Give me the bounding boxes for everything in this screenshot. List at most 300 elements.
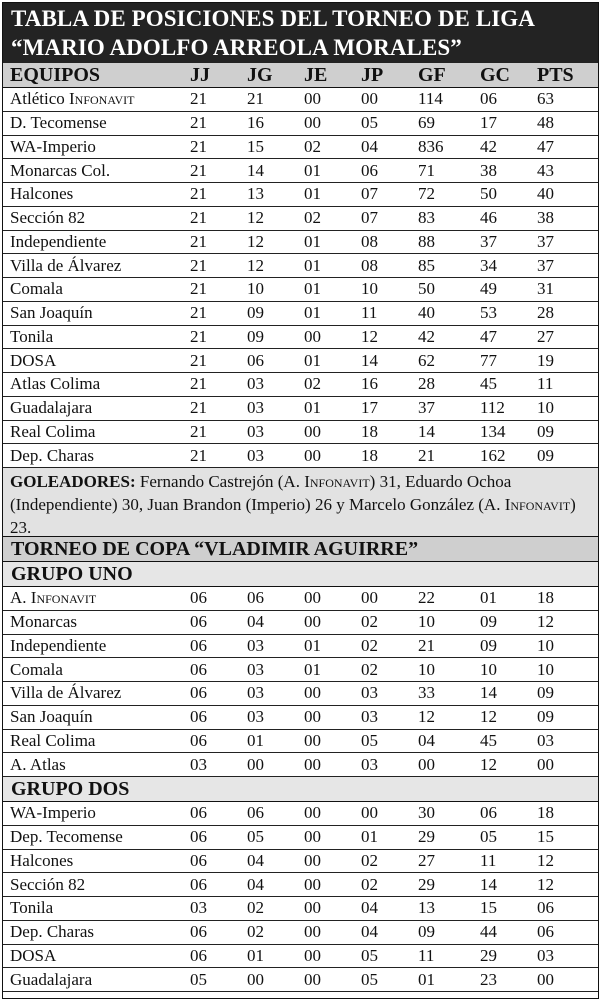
table-row [3, 88, 598, 112]
stat-cell: 43 [537, 160, 554, 180]
stat-cell: 00 [304, 922, 321, 942]
stat-cell: 37 [480, 231, 497, 251]
stat-cell: 06 [190, 827, 207, 847]
goleadores-note [3, 468, 598, 537]
stat-cell: 11 [418, 945, 435, 965]
team-name: WA-Imperio [10, 136, 96, 156]
table-row [3, 254, 598, 278]
stat-cell: 00 [361, 588, 378, 608]
stat-cell: 08 [361, 255, 378, 275]
stat-cell: 10 [247, 279, 264, 299]
stat-cell: 03 [537, 945, 554, 965]
stat-cell: 62 [418, 350, 435, 370]
team-name: San Joaquín [10, 707, 93, 727]
header-gc: GC [480, 63, 510, 86]
stat-cell: 21 [190, 326, 207, 346]
stat-cell: 00 [304, 969, 321, 989]
header-gf: GF [418, 63, 446, 86]
stat-cell: 40 [537, 184, 554, 204]
stat-cell: 01 [304, 303, 321, 323]
stat-cell: 00 [304, 754, 321, 774]
stat-cell: 04 [361, 136, 378, 156]
stat-cell: 11 [361, 303, 378, 323]
stat-cell: 00 [304, 827, 321, 847]
stat-cell: 53 [480, 303, 497, 323]
stat-cell: 12 [480, 754, 497, 774]
stat-cell: 00 [304, 421, 321, 441]
stat-cell: 00 [247, 754, 264, 774]
stat-cell: 11 [537, 374, 554, 394]
table-row [3, 635, 598, 659]
stat-cell: 21 [190, 445, 207, 465]
stat-cell: 21 [190, 231, 207, 251]
stat-cell: 10 [537, 635, 554, 655]
stat-cell: 14 [480, 683, 497, 703]
table-row [3, 730, 598, 754]
table-row [3, 826, 598, 850]
stat-cell: 01 [304, 184, 321, 204]
table-row [3, 658, 598, 682]
stat-cell: 63 [537, 89, 554, 109]
stat-cell: 09 [537, 707, 554, 727]
stat-cell: 14 [247, 160, 264, 180]
team-name: Tonila [10, 898, 54, 918]
stat-cell: 10 [480, 659, 497, 679]
stat-cell: 02 [361, 659, 378, 679]
stat-cell: 09 [247, 326, 264, 346]
stat-cell: 07 [361, 208, 378, 228]
goleadores-label: GOLEADORES: [10, 472, 136, 491]
stat-cell: 45 [480, 730, 497, 750]
table-row [3, 373, 598, 397]
table-row [3, 587, 598, 611]
stat-cell: 03 [247, 445, 264, 465]
stat-cell: 16 [247, 113, 264, 133]
stat-cell: 05 [480, 827, 497, 847]
stat-cell: 06 [537, 922, 554, 942]
table-row [3, 207, 598, 231]
stat-cell: 03 [361, 683, 378, 703]
header-jj: JJ [190, 63, 210, 86]
table-row [3, 231, 598, 255]
stat-cell: 48 [537, 113, 554, 133]
team-name: Sección 82 [10, 208, 86, 228]
table-row [3, 802, 598, 826]
stat-cell: 00 [304, 707, 321, 727]
stat-cell: 03 [247, 374, 264, 394]
stat-cell: 00 [304, 89, 321, 109]
stat-cell: 09 [418, 922, 435, 942]
stat-cell: 01 [304, 398, 321, 418]
stat-cell: 00 [304, 683, 321, 703]
stat-cell: 00 [361, 89, 378, 109]
stat-cell: 13 [418, 898, 435, 918]
stat-cell: 02 [361, 612, 378, 632]
header-pts: PTS [537, 63, 574, 86]
stat-cell: 21 [418, 445, 435, 465]
stat-cell: 04 [418, 730, 435, 750]
stat-cell: 33 [418, 683, 435, 703]
stat-cell: 02 [304, 374, 321, 394]
stat-cell: 162 [480, 445, 506, 465]
stat-cell: 13 [247, 184, 264, 204]
stat-cell: 37 [418, 398, 435, 418]
stat-cell: 21 [190, 136, 207, 156]
stat-cell: 03 [247, 421, 264, 441]
stat-cell: 29 [418, 874, 435, 894]
liga-rows [3, 88, 598, 468]
table-row [3, 349, 598, 373]
stat-cell: 03 [247, 683, 264, 703]
stat-cell: 12 [537, 874, 554, 894]
stat-cell: 05 [247, 827, 264, 847]
team-name: Monarcas Col. [10, 160, 111, 180]
stat-cell: 06 [190, 612, 207, 632]
stat-cell: 77 [480, 350, 497, 370]
stat-cell: 00 [304, 588, 321, 608]
stat-cell: 00 [537, 969, 554, 989]
stat-cell: 06 [190, 730, 207, 750]
team-name: Halcones [10, 184, 74, 204]
team-name: San Joaquín [10, 303, 93, 323]
stat-cell: 29 [418, 827, 435, 847]
team-name: Real Colima [10, 421, 96, 441]
stat-cell: 45 [480, 374, 497, 394]
stat-cell: 06 [190, 588, 207, 608]
table-row [3, 421, 598, 445]
stat-cell: 72 [418, 184, 435, 204]
team-name: Tonila [10, 326, 54, 346]
stat-cell: 14 [418, 421, 435, 441]
team-name: Sección 82 [10, 874, 86, 894]
team-name: DOSA [10, 945, 57, 965]
stat-cell: 10 [537, 659, 554, 679]
stat-cell: 05 [361, 730, 378, 750]
stat-cell: 04 [247, 850, 264, 870]
stat-cell: 12 [247, 255, 264, 275]
stat-cell: 21 [190, 350, 207, 370]
team-name: A. Atlas [10, 754, 66, 774]
team-name: D. Tecomense [10, 113, 107, 133]
stat-cell: 06 [480, 89, 497, 109]
stat-cell: 18 [537, 803, 554, 823]
stat-cell: 88 [418, 231, 435, 251]
stat-cell: 01 [304, 635, 321, 655]
team-name: DOSA [10, 350, 57, 370]
stat-cell: 00 [304, 612, 321, 632]
stat-cell: 28 [537, 303, 554, 323]
stat-cell: 15 [480, 898, 497, 918]
stat-cell: 03 [247, 707, 264, 727]
table-row [3, 921, 598, 945]
stat-cell: 12 [361, 326, 378, 346]
team-name: Guadalajara [10, 969, 93, 989]
stat-cell: 69 [418, 113, 435, 133]
stat-cell: 85 [418, 255, 435, 275]
stat-cell: 17 [361, 398, 378, 418]
stat-cell: 37 [537, 255, 554, 275]
goleadores-text: Fernando Castrejón (A. Infonavit) 31, Eduardo Ochoa (Independiente) 30, Juan Brandon (Imperio) 26 y Marcelo González (A. Infonavit) 23. [10, 472, 576, 537]
stat-cell: 18 [361, 445, 378, 465]
stat-cell: 04 [247, 612, 264, 632]
stat-cell: 04 [361, 922, 378, 942]
stat-cell: 21 [190, 398, 207, 418]
stat-cell: 16 [361, 374, 378, 394]
stat-cell: 02 [361, 874, 378, 894]
stat-cell: 00 [304, 874, 321, 894]
stat-cell: 21 [190, 160, 207, 180]
stat-cell: 21 [418, 635, 435, 655]
table-row [3, 397, 598, 421]
team-name: Comala [10, 279, 63, 299]
stat-cell: 00 [304, 803, 321, 823]
stat-cell: 02 [247, 898, 264, 918]
stat-cell: 44 [480, 922, 497, 942]
team-name: Atlético Infonavit [10, 89, 135, 109]
stat-cell: 10 [418, 612, 435, 632]
header-jp: JP [361, 63, 384, 86]
stat-cell: 02 [361, 850, 378, 870]
stat-cell: 03 [537, 730, 554, 750]
stat-cell: 06 [480, 803, 497, 823]
stat-cell: 83 [418, 208, 435, 228]
stat-cell: 112 [480, 398, 505, 418]
team-name: Guadalajara [10, 398, 93, 418]
stat-cell: 09 [537, 683, 554, 703]
stat-cell: 00 [537, 754, 554, 774]
stat-cell: 09 [537, 445, 554, 465]
stat-cell: 30 [418, 803, 435, 823]
table-row [3, 706, 598, 730]
stat-cell: 50 [418, 279, 435, 299]
stat-cell: 134 [480, 421, 506, 441]
stat-cell: 06 [190, 803, 207, 823]
stat-cell: 06 [190, 707, 207, 727]
stat-cell: 04 [361, 898, 378, 918]
stat-cell: 05 [361, 945, 378, 965]
stat-cell: 06 [190, 850, 207, 870]
team-name: Independiente [10, 635, 107, 655]
stat-cell: 06 [190, 659, 207, 679]
stat-cell: 15 [247, 136, 264, 156]
stat-cell: 01 [304, 350, 321, 370]
team-name: Independiente [10, 231, 107, 251]
table-row [3, 326, 598, 350]
stat-cell: 02 [247, 922, 264, 942]
team-name: Monarcas [10, 612, 78, 632]
team-name: Atlas Colima [10, 374, 101, 394]
stat-cell: 01 [304, 160, 321, 180]
stat-cell: 06 [361, 160, 378, 180]
stat-cell: 01 [361, 827, 378, 847]
stat-cell: 12 [480, 707, 497, 727]
stat-cell: 10 [418, 659, 435, 679]
stat-cell: 05 [190, 969, 207, 989]
stat-cell: 19 [537, 350, 554, 370]
stat-cell: 00 [304, 113, 321, 133]
header-jg: JG [247, 63, 273, 86]
header-row [3, 63, 598, 88]
table-row [3, 611, 598, 635]
stat-cell: 14 [480, 874, 497, 894]
stat-cell: 00 [304, 730, 321, 750]
stat-cell: 00 [304, 850, 321, 870]
stat-cell: 11 [480, 850, 497, 870]
stat-cell: 00 [304, 898, 321, 918]
stat-cell: 14 [361, 350, 378, 370]
header-je: JE [304, 63, 328, 86]
stat-cell: 01 [304, 279, 321, 299]
stat-cell: 12 [418, 707, 435, 727]
stat-cell: 38 [537, 208, 554, 228]
stat-cell: 114 [418, 89, 443, 109]
stat-cell: 04 [247, 874, 264, 894]
table-row [3, 302, 598, 326]
team-name: A. Infonavit [10, 588, 97, 608]
stat-cell: 21 [190, 113, 207, 133]
stat-cell: 00 [361, 803, 378, 823]
table-title [3, 3, 598, 63]
stat-cell: 21 [190, 421, 207, 441]
stat-cell: 01 [247, 945, 264, 965]
stat-cell: 21 [190, 374, 207, 394]
table-row [3, 850, 598, 874]
stat-cell: 21 [190, 279, 207, 299]
table-row [3, 278, 598, 302]
stat-cell: 05 [361, 113, 378, 133]
stat-cell: 02 [361, 635, 378, 655]
stat-cell: 29 [480, 945, 497, 965]
grupo-uno-title: GRUPO UNO [3, 562, 598, 587]
stat-cell: 09 [247, 303, 264, 323]
stat-cell: 49 [480, 279, 497, 299]
stat-cell: 01 [418, 969, 435, 989]
stat-cell: 08 [361, 231, 378, 251]
team-name: Dep. Tecomense [10, 827, 123, 847]
table-row [3, 183, 598, 207]
stat-cell: 02 [304, 136, 321, 156]
stat-cell: 05 [361, 969, 378, 989]
stat-cell: 40 [418, 303, 435, 323]
stat-cell: 09 [480, 635, 497, 655]
stat-cell: 18 [361, 421, 378, 441]
stat-cell: 06 [190, 945, 207, 965]
stat-cell: 03 [361, 754, 378, 774]
stat-cell: 18 [537, 588, 554, 608]
stat-cell: 12 [537, 850, 554, 870]
stat-cell: 31 [537, 279, 554, 299]
stat-cell: 03 [190, 898, 207, 918]
stat-cell: 21 [190, 255, 207, 275]
stat-cell: 01 [304, 231, 321, 251]
stat-cell: 47 [537, 136, 554, 156]
team-name: Comala [10, 659, 63, 679]
stat-cell: 01 [247, 730, 264, 750]
table-row [3, 897, 598, 921]
stat-cell: 12 [537, 612, 554, 632]
table-row [3, 682, 598, 706]
stat-cell: 03 [247, 398, 264, 418]
stat-cell: 28 [418, 374, 435, 394]
stat-cell: 22 [418, 588, 435, 608]
stat-cell: 27 [418, 850, 435, 870]
stat-cell: 71 [418, 160, 435, 180]
stat-cell: 00 [418, 754, 435, 774]
stat-cell: 46 [480, 208, 497, 228]
stat-cell: 12 [247, 231, 264, 251]
stat-cell: 42 [418, 326, 435, 346]
stat-cell: 01 [304, 255, 321, 275]
team-name: Dep. Charas [10, 445, 95, 465]
stat-cell: 15 [537, 827, 554, 847]
grupo-dos-rows [3, 802, 598, 992]
stat-cell: 34 [480, 255, 497, 275]
table-row [3, 444, 598, 468]
stat-cell: 01 [304, 659, 321, 679]
team-name: WA-Imperio [10, 803, 96, 823]
stat-cell: 06 [190, 635, 207, 655]
table-row [3, 136, 598, 160]
stat-cell: 37 [537, 231, 554, 251]
team-name: Real Colima [10, 730, 96, 750]
stat-cell: 03 [190, 754, 207, 774]
stat-cell: 03 [247, 659, 264, 679]
stat-cell: 06 [190, 683, 207, 703]
table-row [3, 968, 598, 992]
title-line-1: TABLA DE POSICIONES DEL TORNEO DE LIGA [11, 6, 536, 31]
stat-cell: 836 [418, 136, 444, 156]
stat-cell: 21 [190, 303, 207, 323]
stat-cell: 02 [304, 208, 321, 228]
stat-cell: 21 [190, 89, 207, 109]
stat-cell: 17 [480, 113, 497, 133]
stat-cell: 38 [480, 160, 497, 180]
stat-cell: 47 [480, 326, 497, 346]
stat-cell: 00 [304, 945, 321, 965]
stat-cell: 01 [480, 588, 497, 608]
grupo-dos-title: GRUPO DOS [3, 777, 598, 802]
stat-cell: 23 [480, 969, 497, 989]
team-name: Dep. Charas [10, 922, 95, 942]
stat-cell: 03 [361, 707, 378, 727]
table-row [3, 159, 598, 183]
stat-cell: 12 [247, 208, 264, 228]
stat-cell: 06 [247, 350, 264, 370]
stat-cell: 03 [247, 635, 264, 655]
standings-table [2, 2, 599, 999]
table-row [3, 753, 598, 777]
table-row [3, 945, 598, 969]
stat-cell: 06 [537, 898, 554, 918]
stat-cell: 21 [190, 208, 207, 228]
team-name: Villa de Álvarez [10, 255, 122, 275]
team-name: Halcones [10, 850, 74, 870]
stat-cell: 09 [537, 421, 554, 441]
stat-cell: 10 [361, 279, 378, 299]
table-row [3, 112, 598, 136]
stat-cell: 00 [304, 445, 321, 465]
stat-cell: 50 [480, 184, 497, 204]
stat-cell: 10 [537, 398, 554, 418]
stat-cell: 06 [190, 874, 207, 894]
stat-cell: 06 [247, 803, 264, 823]
stat-cell: 42 [480, 136, 497, 156]
stat-cell: 07 [361, 184, 378, 204]
stat-cell: 21 [247, 89, 264, 109]
table-row [3, 873, 598, 897]
grupo-uno-rows [3, 587, 598, 777]
team-name: Villa de Álvarez [10, 683, 122, 703]
